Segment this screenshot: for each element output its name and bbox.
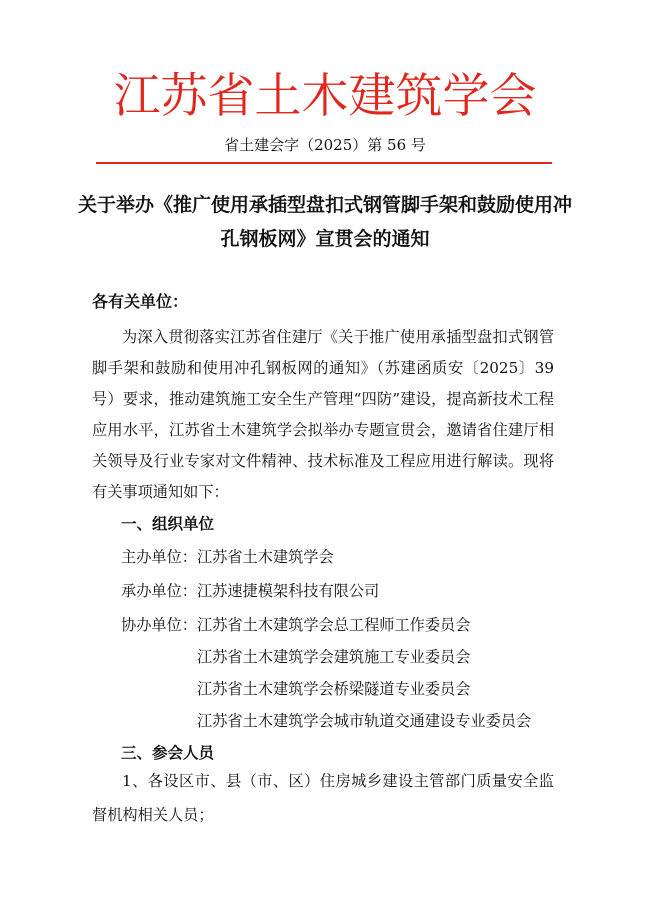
intro-paragraph: 为深入贯彻落实江苏省住建厅《关于推广使用承插型盘扣式钢管脚手架和鼓励和使用冲孔钢板网的通知》（苏建函质安〔2025〕39 号）要求，推动建筑施工安全生产管理“四防”建设，提高新技术工程应用水平，江苏省土木建筑学会拟举办专题宣贯会，邀请省住建厅相关领导及行业专家对文件精神、技术标准及工程应用进行解读。现将有关事项通知如下：: [92, 328, 554, 501]
co-organizers-label: 协办单位：: [121, 616, 197, 634]
section-1-heading: 一、组织单位: [121, 515, 215, 533]
document-number: 省土建会字（2025）第 56 号: [224, 136, 426, 154]
notice-title: 关于举办《推广使用承插型盘扣式钢管脚手架和鼓励使用冲孔钢板网》宣贯会的通知: [77, 194, 572, 250]
greeting: 各有关单位：: [92, 292, 189, 311]
section-3-heading: 三、参会人员: [121, 744, 215, 762]
organization-header: 江苏省土木建筑学会: [113, 69, 537, 124]
red-divider-line: [96, 162, 552, 164]
host-unit: 主办单位：江苏省土木建筑学会: [121, 548, 334, 566]
co-organizer-item: 江苏省土木建筑学会城市轨道交通建设专业委员会: [197, 712, 532, 730]
co-organizer-item: 江苏省土木建筑学会桥梁隧道专业委员会: [197, 680, 471, 698]
co-organizer-item: 江苏省土木建筑学会总工程师工作委员会: [197, 616, 471, 634]
organizer-unit: 承办单位：江苏速捷模架科技有限公司: [121, 582, 380, 600]
attendee-item-1: 1、各设区市、县（市、区）住房城乡建设主管部门质量安全监督机构相关人员；: [92, 772, 554, 824]
co-organizer-item: 江苏省土木建筑学会建筑施工专业委员会: [197, 648, 471, 666]
